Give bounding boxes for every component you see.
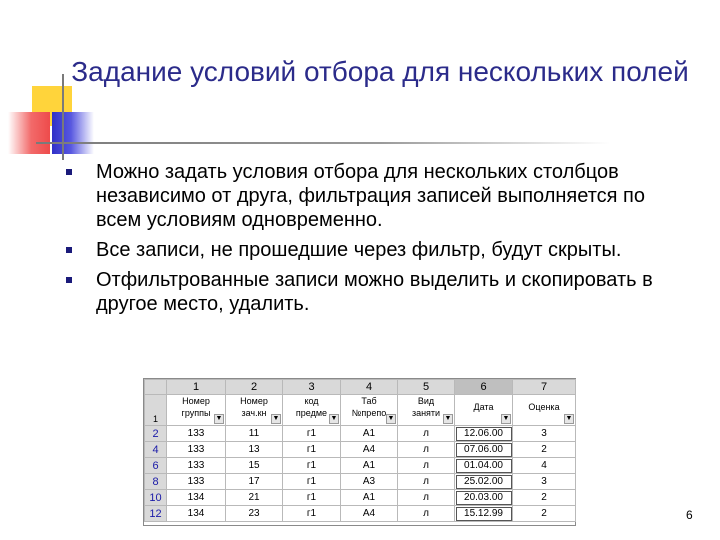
column-header-selected[interactable]: 6 bbox=[455, 380, 513, 395]
table-cell[interactable]: г1 bbox=[283, 490, 341, 506]
table-cell[interactable]: л bbox=[398, 442, 455, 458]
bullet-square-icon bbox=[66, 247, 72, 253]
row-header[interactable]: 4 bbox=[145, 442, 167, 458]
table-cell[interactable]: г1 bbox=[283, 426, 341, 442]
table-cell[interactable]: А4 bbox=[341, 506, 398, 522]
table-cell[interactable]: 133 bbox=[167, 426, 226, 442]
slide-title: Задание условий отбора для нескольких полей bbox=[71, 56, 689, 87]
table-cell[interactable]: 2 bbox=[513, 506, 576, 522]
table-cell[interactable]: г1 bbox=[283, 506, 341, 522]
table-row bbox=[145, 506, 576, 522]
table-row bbox=[145, 442, 576, 458]
table-cell-date[interactable]: 25.02.00 bbox=[455, 474, 513, 490]
column-header[interactable]: 1 bbox=[167, 380, 226, 395]
table-cell[interactable]: г1 bbox=[283, 458, 341, 474]
dropdown-arrow-icon[interactable]: ▼ bbox=[215, 415, 223, 422]
table-cell[interactable]: А4 bbox=[341, 442, 398, 458]
table-cell[interactable]: 13 bbox=[226, 442, 283, 458]
dropdown-arrow-icon[interactable]: ▼ bbox=[444, 415, 452, 422]
table-cell[interactable]: 3 bbox=[513, 426, 576, 442]
row-header[interactable]: 1 bbox=[145, 395, 167, 426]
table-cell[interactable]: А1 bbox=[341, 490, 398, 506]
bullet-item bbox=[66, 268, 666, 316]
title-underline bbox=[36, 142, 610, 144]
table-row bbox=[145, 474, 576, 490]
column-header[interactable]: 3 bbox=[283, 380, 341, 395]
bullet-item bbox=[66, 160, 666, 232]
table-cell-date[interactable]: 12.06.00 bbox=[455, 426, 513, 442]
table-row bbox=[145, 490, 576, 506]
table-cell-date[interactable]: 01.04.00 bbox=[455, 458, 513, 474]
field-header-cell[interactable]: Оценка ▼ bbox=[513, 395, 576, 426]
table-cell[interactable]: 2 bbox=[513, 442, 576, 458]
field-header-cell[interactable]: Вид заняти ▼ bbox=[398, 395, 455, 426]
table-row bbox=[145, 458, 576, 474]
table-cell[interactable]: г1 bbox=[283, 442, 341, 458]
field-header-cell[interactable]: Номер группы ▼ bbox=[167, 395, 226, 426]
column-header[interactable]: 7 bbox=[513, 380, 576, 395]
table-cell[interactable]: л bbox=[398, 506, 455, 522]
field-header-cell[interactable]: код предме ▼ bbox=[283, 395, 341, 426]
bullet-text: Отфильтрованные записи можно выделить и скопировать в другое место, удалить. bbox=[96, 269, 653, 315]
table-row bbox=[145, 426, 576, 442]
row-header[interactable]: 8 bbox=[145, 474, 167, 490]
table-cell[interactable]: 21 bbox=[226, 490, 283, 506]
bullet-text: Можно задать условия отбора для нескольких столбцов независимо от друга, фильтрация записей выполняется по всем условиям одновременно. bbox=[96, 161, 645, 231]
table-cell-date[interactable]: 07.06.00 bbox=[455, 442, 513, 458]
row-header[interactable]: 6 bbox=[145, 458, 167, 474]
dropdown-arrow-icon[interactable]: ▼ bbox=[565, 415, 573, 422]
row-header[interactable]: 10 bbox=[145, 490, 167, 506]
row-header[interactable]: 12 bbox=[145, 506, 167, 522]
table-cell[interactable]: 4 bbox=[513, 458, 576, 474]
dropdown-arrow-icon[interactable]: ▼ bbox=[272, 415, 280, 422]
column-header[interactable]: 2 bbox=[226, 380, 283, 395]
column-header-row bbox=[145, 380, 576, 395]
table-cell[interactable]: А3 bbox=[341, 474, 398, 490]
table-cell[interactable]: л bbox=[398, 490, 455, 506]
table-cell[interactable]: 133 bbox=[167, 458, 226, 474]
bullet-list bbox=[66, 160, 666, 322]
row-header[interactable]: 2 bbox=[145, 426, 167, 442]
table-cell[interactable]: 11 bbox=[226, 426, 283, 442]
table-cell[interactable]: 17 bbox=[226, 474, 283, 490]
table-cell[interactable]: А1 bbox=[341, 458, 398, 474]
table-cell[interactable]: л bbox=[398, 458, 455, 474]
field-header-cell[interactable]: Таб №препо ▼ bbox=[341, 395, 398, 426]
field-header-row bbox=[145, 395, 576, 426]
bullet-text: Все записи, не прошедшие через фильтр, будут скрыты. bbox=[96, 239, 622, 261]
field-header-cell[interactable]: Номер зач.кн ▼ bbox=[226, 395, 283, 426]
table-cell[interactable]: 15 bbox=[226, 458, 283, 474]
table-cell-date[interactable]: 15.12.99 bbox=[455, 506, 513, 522]
decor-red-square bbox=[8, 112, 50, 154]
table-cell[interactable]: 133 bbox=[167, 442, 226, 458]
decor-blue-square bbox=[52, 112, 94, 154]
table-cell[interactable]: 2 bbox=[513, 490, 576, 506]
table-cell[interactable]: А1 bbox=[341, 426, 398, 442]
table-cell[interactable]: г1 bbox=[283, 474, 341, 490]
dropdown-arrow-icon[interactable]: ▼ bbox=[330, 415, 338, 422]
column-header[interactable]: 4 bbox=[341, 380, 398, 395]
spreadsheet bbox=[143, 378, 576, 526]
bullet-square-icon bbox=[66, 169, 72, 175]
table-cell[interactable]: 3 bbox=[513, 474, 576, 490]
column-header[interactable]: 5 bbox=[398, 380, 455, 395]
bullet-item bbox=[66, 238, 666, 262]
page-number: 6 bbox=[686, 508, 693, 522]
decor-vertical-line bbox=[62, 74, 64, 160]
field-header-cell[interactable]: Дата ▼ bbox=[455, 395, 513, 426]
table-cell[interactable]: 134 bbox=[167, 506, 226, 522]
table-cell[interactable]: л bbox=[398, 474, 455, 490]
table-cell-date[interactable]: 20.03.00 bbox=[455, 490, 513, 506]
table-cell[interactable]: 23 bbox=[226, 506, 283, 522]
table-cell[interactable]: 133 bbox=[167, 474, 226, 490]
table-cell[interactable]: л bbox=[398, 426, 455, 442]
select-all-corner[interactable] bbox=[145, 380, 167, 395]
table-cell[interactable]: 134 bbox=[167, 490, 226, 506]
bullet-square-icon bbox=[66, 277, 72, 283]
dropdown-arrow-icon[interactable]: ▼ bbox=[387, 415, 395, 422]
dropdown-arrow-icon[interactable]: ▼ bbox=[502, 415, 510, 422]
